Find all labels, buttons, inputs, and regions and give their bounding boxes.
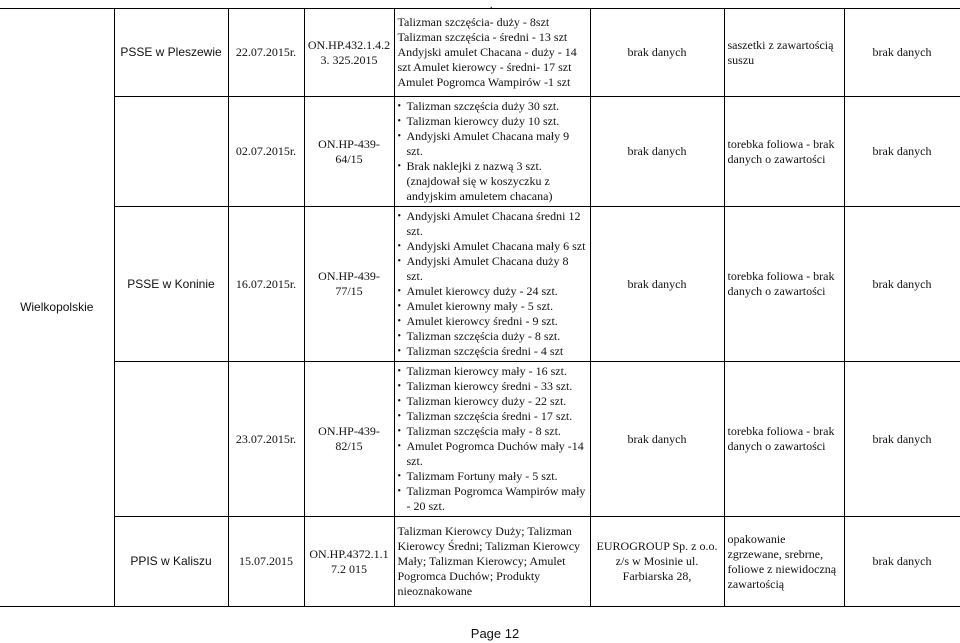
list-item: • Talizman kierowcy duży 10 szt. — [398, 114, 587, 129]
date-cell: 02.07.2015r. — [228, 97, 304, 207]
office-cell: PSSE w Koninie — [114, 207, 228, 362]
list-item: • Andyjski Amulet Chacana średni 12 szt. — [398, 209, 587, 239]
packaging-cell: opakowanie zgrzewane, srebrne, foliowe z niewidoczną zawartością — [724, 517, 844, 607]
table-row — [0, 207, 960, 362]
batch-cell: brak danych — [844, 517, 960, 607]
list-item: • Amulet kierowcy duży - 24 szt. — [398, 284, 587, 299]
region-label: Wielkopolskie — [20, 300, 94, 314]
batch-cell: brak danych — [844, 207, 960, 362]
date-cell: 16.07.2015r. — [228, 207, 304, 362]
product-list — [398, 209, 587, 359]
list-item: • Talizman szczęścia duży - 8 szt. — [398, 329, 587, 344]
list-item: • Talizman Pogromca Wampirów mały - 20 szt. — [398, 484, 587, 514]
batch-cell: brak danych — [844, 9, 960, 97]
list-item: • Talizman kierowcy duży - 22 szt. — [398, 394, 587, 409]
list-item: • Talizman szczęścia duży 30 szt. — [398, 99, 587, 114]
batch-cell: brak danych — [844, 362, 960, 517]
packaging-cell: torebka foliowa - brak danych o zawartości — [724, 97, 844, 207]
producer-cell: brak danych — [590, 207, 724, 362]
table-row — [0, 517, 960, 607]
ref-cell: ON.HP-439-77/15 — [304, 207, 394, 362]
table-row — [0, 97, 960, 207]
list-item: • Amulet kierowny mały - 5 szt. — [398, 299, 587, 314]
top-dot: . — [490, 0, 493, 11]
ref-cell: ON.HP-439-82/15 — [304, 362, 394, 517]
list-item: • Amulet Pogromca Duchów mały -14 szt. — [398, 439, 587, 469]
products-cell: Talizman Kierowcy Duży; Talizman Kierowcy Średni; Talizman Kierowcy Mały; Talizman Kierowcy; Amulet Pogromca Duchów; Produkty nieoznakowane — [394, 517, 590, 607]
batch-cell: brak danych — [844, 97, 960, 207]
products-cell — [394, 207, 590, 362]
office-cell: PSSE w Pleszewie — [114, 9, 228, 97]
product-list — [398, 99, 587, 204]
products-cell: Talizman szczęścia- duży - 8szt Talizman szczęścia - średni - 13 szt Andyjski amulet Chacana - duży - 14 szt Amulet kierowcy - średni- 17 szt Amulet Pogromca Wampirów -1 szt — [394, 9, 590, 97]
page-number: Page 12 — [470, 626, 520, 641]
list-item: • Andyjski Amulet Chacana mały 6 szt — [398, 239, 587, 254]
packaging-cell: saszetki z zawartością suszu — [724, 9, 844, 97]
products-cell — [394, 97, 590, 207]
date-cell: 23.07.2015r. — [228, 362, 304, 517]
region-cell — [0, 9, 114, 607]
list-item: • Talizman kierowcy średni - 33 szt. — [398, 379, 587, 394]
producer-cell: brak danych — [590, 362, 724, 517]
table-row — [0, 362, 960, 517]
office-cell — [114, 362, 228, 517]
list-item: • Andyjski Amulet Chacana mały 9 szt. — [398, 129, 587, 159]
date-cell: 15.07.2015 — [228, 517, 304, 607]
ref-cell: ON.HP-439-64/15 — [304, 97, 394, 207]
product-list — [398, 364, 587, 514]
producer-cell: EUROGROUP Sp. z o.o. z/s w Mosinie ul. Farbiarska 28, — [590, 517, 724, 607]
packaging-cell: torebka foliowa - brak danych o zawartości — [724, 207, 844, 362]
producer-cell: brak danych — [590, 97, 724, 207]
ref-cell: ON.HP.432.1.4.23. 325.2015 — [304, 9, 394, 97]
list-item: • Amulet kierowcy średni - 9 szt. — [398, 314, 587, 329]
list-item: • Talizmam Fortuny mały - 5 szt. — [398, 469, 587, 484]
packaging-cell: torebka foliowa - brak danych o zawartości — [724, 362, 844, 517]
list-item: • Brak naklejki z nazwą 3 szt. (znajdował się w koszyczku z andyjskim amuletem chacana) — [398, 159, 587, 204]
office-cell — [114, 97, 228, 207]
producer-cell: brak danych — [590, 9, 724, 97]
products-cell — [394, 362, 590, 517]
list-item: • Talizman kierowcy mały - 16 szt. — [398, 364, 587, 379]
date-cell: 22.07.2015r. — [228, 9, 304, 97]
list-item: • Talizman szczęścia średni - 17 szt. — [398, 409, 587, 424]
office-cell: PPIS w Kaliszu — [114, 517, 228, 607]
list-item: • Talizman szczęścia mały - 8 szt. — [398, 424, 587, 439]
inspection-table — [0, 8, 960, 607]
list-item: • Talizman szczęścia średni - 4 szt — [398, 344, 587, 359]
list-item: • Andyjski Amulet Chacana duży 8 szt. — [398, 254, 587, 284]
ref-cell: ON.HP.4372.1.17.2 015 — [304, 517, 394, 607]
table-row — [0, 9, 960, 97]
